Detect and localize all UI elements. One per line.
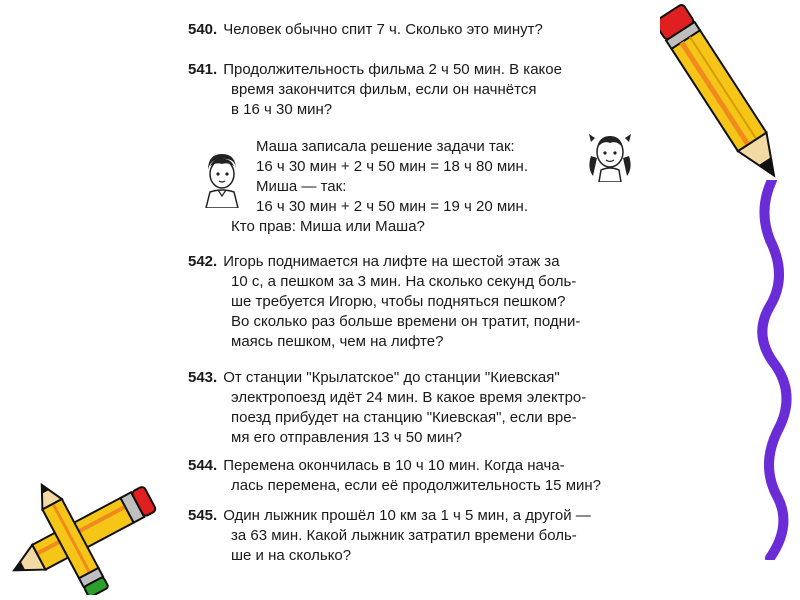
problem-number: 543. <box>188 369 218 386</box>
pencil-top-right-icon <box>660 0 790 200</box>
problem-number: 544. <box>188 457 218 474</box>
boy-icon <box>200 150 244 208</box>
problem-text-line: 10 с, а пешком за 3 мин. На сколько секунд боль- <box>231 273 577 290</box>
problem-542 <box>188 252 628 352</box>
girl-icon <box>585 128 635 182</box>
problem-text-line: в 16 ч 30 мин? <box>231 101 333 118</box>
problem-text-line: за 63 мин. Какой лыжник затратил времени боль- <box>231 527 577 544</box>
problem-text-line: Продолжительность фильма 2 ч 50 мин. В какое <box>223 61 562 78</box>
problem-text-line: От станции "Крылатское" до станции "Киевская" <box>223 369 560 386</box>
problem-545 <box>188 506 628 566</box>
problem-number: 545. <box>188 507 218 524</box>
dialog-line: 16 ч 30 мин + 2 ч 50 мин = 18 ч 80 мин. <box>256 158 528 175</box>
problem-text-line: Человек обычно спит 7 ч. Сколько это минут? <box>223 21 543 38</box>
problem-text-line: поезд прибудет на станцию "Киевская", если вре- <box>231 409 577 426</box>
problem-text-line: маясь пешком, чем на лифте? <box>231 333 444 350</box>
problem-number: 541. <box>188 61 218 78</box>
problem-text-line: время закончится фильм, если он начнётся <box>231 81 537 98</box>
pencils-bottom-left-icon <box>0 480 165 595</box>
problem-number: 540. <box>188 21 218 38</box>
problem-text-line: Перемена окончилась в 10 ч 10 мин. Когда нача- <box>223 457 565 474</box>
problem-text-line: Во сколько раз больше времени он тратит, подни- <box>231 313 581 330</box>
problem-number: 542. <box>188 253 218 270</box>
problem-text-line: Игорь поднимается на лифте на шестой этаж за <box>223 253 560 270</box>
problem-540 <box>188 20 628 40</box>
problem-text-line: ше требуется Игорю, чтобы подняться пешком? <box>231 293 566 310</box>
dialog-question-text: Кто прав: Миша или Маша? <box>231 218 425 235</box>
problem-text-line: Один лыжник прошёл 10 км за 1 ч 5 мин, а другой — <box>223 507 591 524</box>
masha-misha-dialog <box>256 137 586 217</box>
dialog-line: Миша — так: <box>256 178 347 195</box>
problem-text-line: мя его отправления 13 ч 50 мин? <box>231 429 462 446</box>
dialog-line: Маша записала решение задачи так: <box>256 138 515 155</box>
purple-ribbon-icon <box>752 180 800 560</box>
problem-544 <box>188 456 628 496</box>
problem-543 <box>188 368 628 448</box>
problem-text-line: ше и на сколько? <box>231 547 352 564</box>
problem-text-line: лась перемена, если её продолжительность 15 мин? <box>231 477 602 494</box>
dialog-line: 16 ч 30 мин + 2 ч 50 мин = 19 ч 20 мин. <box>256 198 528 215</box>
problem-541 <box>188 60 628 120</box>
problem-text-line: электропоезд идёт 24 мин. В какое время электро- <box>231 389 587 406</box>
dialog-question <box>231 217 561 237</box>
